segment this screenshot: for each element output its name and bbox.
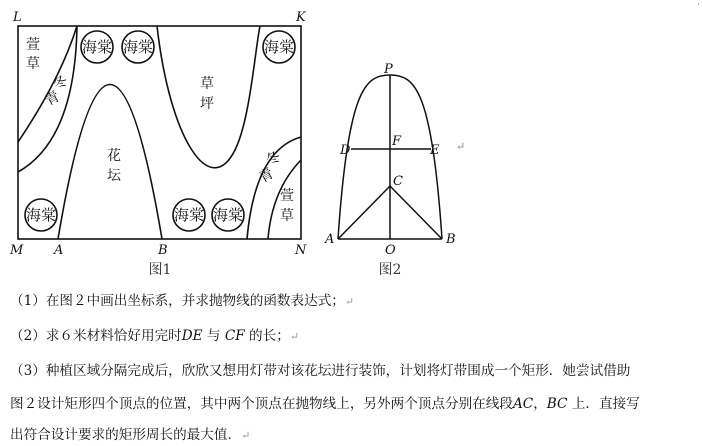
return-mark-q3: ↵ bbox=[241, 429, 251, 442]
figure-1-labels bbox=[9, 10, 307, 278]
corner-mark: · bbox=[696, 0, 700, 11]
haitang-label-1: 海棠 bbox=[81, 38, 113, 56]
return-mark-figure: ↵ bbox=[456, 140, 466, 153]
huatan-1: 花 bbox=[107, 148, 121, 164]
question-2-pre: （2）求６米材料恰好用完时 bbox=[10, 328, 182, 344]
xuancao-right-2: 草 bbox=[280, 208, 294, 224]
return-mark-q1: ↵ bbox=[344, 295, 355, 308]
return-mark-q2: ↵ bbox=[289, 330, 300, 343]
var-AC: AC bbox=[512, 396, 534, 412]
figures bbox=[0, 0, 470, 290]
question-2-post: 的长； bbox=[244, 328, 290, 344]
figure-2 bbox=[338, 75, 442, 239]
figure-1-caption: 图1 bbox=[148, 262, 172, 278]
haitang-label-5: 海棠 bbox=[173, 206, 205, 224]
question-3-line-1 bbox=[10, 361, 630, 381]
question-1 bbox=[10, 291, 354, 312]
label-L: L bbox=[13, 10, 22, 25]
label-O: O bbox=[385, 243, 396, 258]
label-N: N bbox=[295, 243, 307, 258]
xuancao-left-1: 萱 bbox=[26, 37, 40, 53]
dongqing-right-1: 冬 bbox=[263, 148, 284, 170]
segment-AC bbox=[338, 186, 390, 239]
haitang-label-3: 海棠 bbox=[263, 38, 295, 56]
haitang-label-4: 海棠 bbox=[25, 206, 57, 224]
xuancao-right-1: 萱 bbox=[280, 188, 294, 204]
var-BC: BC bbox=[546, 396, 568, 412]
huatan-2: 坛 bbox=[107, 168, 121, 184]
var-CF: CF bbox=[224, 328, 245, 344]
question-2 bbox=[10, 326, 299, 347]
segment-CB bbox=[390, 186, 442, 239]
label-B1: B bbox=[158, 243, 168, 258]
caoping-1: 草 bbox=[200, 76, 214, 92]
question-2-mid: 与 bbox=[202, 328, 225, 344]
question-1-text: （1）在图２中画出坐标系，并求抛物线的函数表达式； bbox=[10, 293, 345, 309]
label-F: F bbox=[392, 134, 402, 149]
label-A1: A bbox=[54, 243, 64, 258]
question-3-line-2-post: 上．直接写 bbox=[567, 396, 640, 412]
label-A2: A bbox=[325, 232, 335, 247]
figure-2-labels bbox=[324, 62, 465, 278]
haitang-label-2: 海棠 bbox=[122, 38, 154, 56]
dongqing-left-2: 青 bbox=[42, 88, 63, 110]
label-M: M bbox=[10, 243, 24, 258]
haitang-label-6: 海棠 bbox=[212, 206, 244, 224]
var-DE: DE bbox=[181, 328, 203, 344]
xuancao-left-2: 草 bbox=[26, 56, 40, 72]
dongqing-right-2: 青 bbox=[256, 165, 277, 187]
question-3-line-2-pre: 图２设计矩形四个顶点的位置，其中两个顶点在抛物线上，另外两个顶点分别在线段 bbox=[10, 396, 513, 412]
garden-outline bbox=[18, 26, 301, 239]
label-P: P bbox=[384, 62, 393, 77]
label-C: C bbox=[393, 174, 403, 189]
question-3-sep: ， bbox=[533, 396, 547, 412]
question-3-line-1-text: （3）种植区域分隔完成后，欣欣又想用灯带对该花坛进行装饰，计划将灯带围成一个矩形．她尝试借助 bbox=[10, 363, 631, 379]
caoping-2: 坪 bbox=[200, 96, 214, 112]
figure-2-caption: 图2 bbox=[378, 262, 402, 278]
question-3-line-2 bbox=[10, 394, 640, 414]
figure-1 bbox=[18, 26, 301, 239]
dongqing-left-1: 冬 bbox=[50, 72, 71, 94]
label-E: E bbox=[430, 143, 440, 158]
question-3-line-3-text: 出符合设计要求的矩形周长的最大值． bbox=[10, 427, 242, 443]
question-3-line-3 bbox=[10, 425, 250, 446]
label-K: K bbox=[296, 10, 306, 25]
label-D: D bbox=[340, 143, 351, 158]
label-B2: B bbox=[446, 232, 456, 247]
